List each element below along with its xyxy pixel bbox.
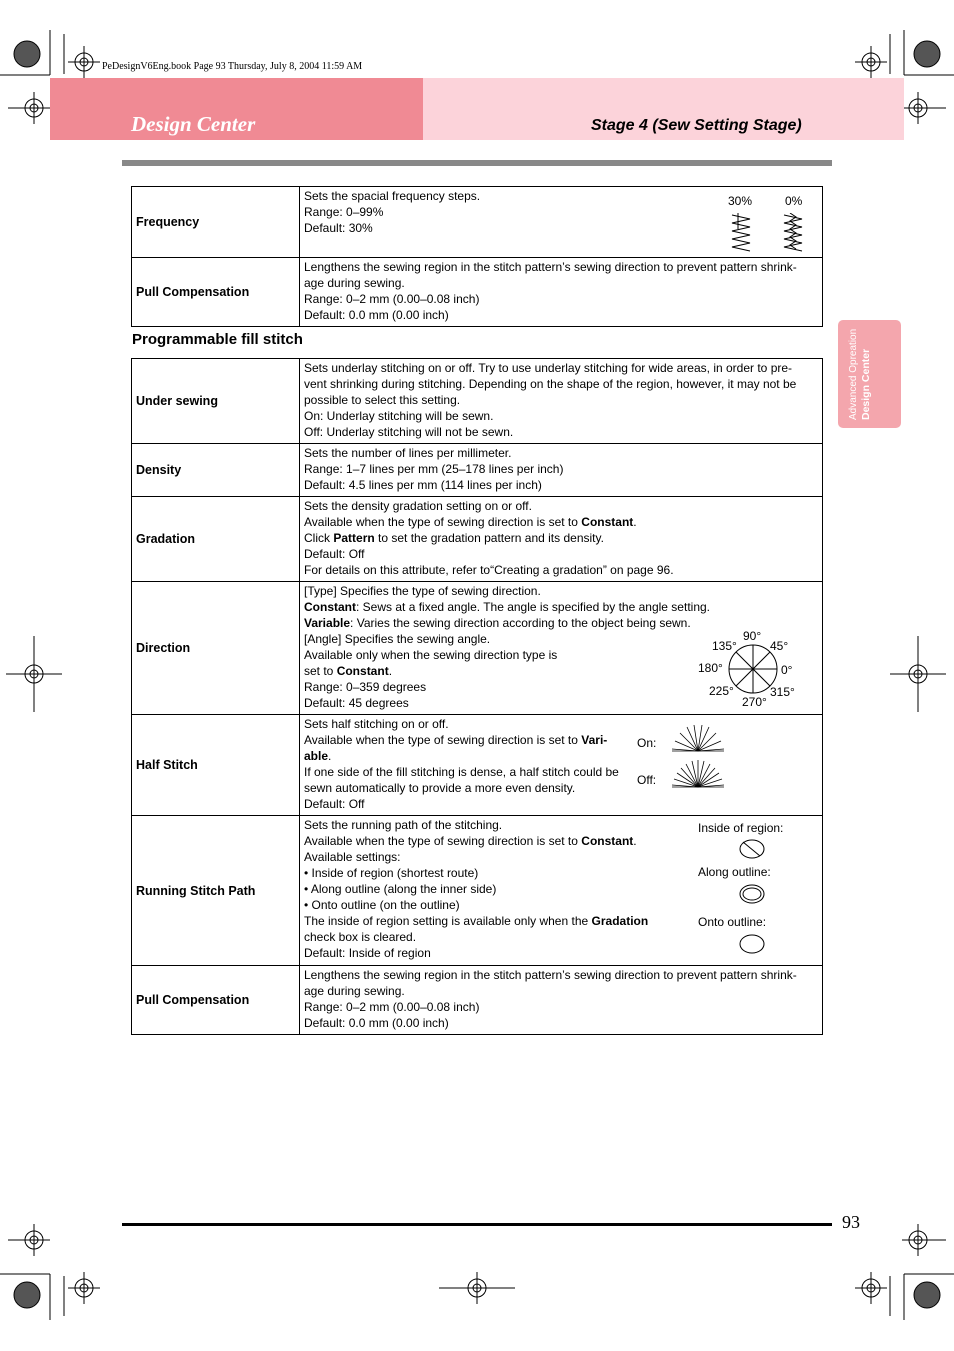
- angle-label-315: 315°: [770, 685, 795, 699]
- row-line: Range: 0–2 mm (0.00–0.08 inch): [304, 1000, 480, 1014]
- row-line: On: Underlay stitching will be sewn.: [304, 409, 494, 423]
- freq-left-label: 30%: [728, 194, 753, 208]
- text-run: .: [328, 749, 332, 763]
- row-line: [304, 615, 818, 631]
- keyword: Gradation: [591, 914, 649, 928]
- row-line: [Angle] Specifies the sewing angle.: [304, 632, 491, 646]
- angle-label-135: 135°: [712, 639, 737, 653]
- row-value: [300, 444, 823, 497]
- banner-stage: Stage 4 (Sew Setting Stage): [591, 117, 802, 134]
- row-line: Default: 30%: [304, 221, 373, 235]
- row-line: age during sewing.: [304, 276, 405, 290]
- table-row: [132, 359, 823, 444]
- row-line: Default: 0.0 mm (0.00 inch): [304, 308, 449, 322]
- keyword: Constant: [581, 834, 634, 848]
- row-line: possible to select this setting.: [304, 393, 461, 407]
- row-line: If one side of the fill stitching is dense, a half stitch could be: [304, 765, 619, 779]
- row-value: [300, 187, 823, 258]
- row-value: [300, 497, 823, 582]
- text-run: .: [633, 515, 637, 529]
- row-value: [300, 258, 823, 327]
- row-line: [304, 599, 818, 615]
- inside-region-icon: [738, 838, 766, 860]
- text-run: : Varies the sewing direction according to the object being sewn.: [350, 616, 691, 630]
- row-line: sewn automatically to provide a more even density.: [304, 781, 576, 795]
- text-run: Available when the type of sewing direction is set to: [304, 733, 582, 747]
- table-row: [132, 258, 823, 327]
- table-row: [132, 497, 823, 582]
- keyword: able: [304, 749, 329, 763]
- keyword: Constant: [336, 664, 389, 678]
- row-value: [300, 966, 823, 1035]
- angle-label-225: 225°: [709, 684, 734, 698]
- table-row: [132, 444, 823, 497]
- along-outline-icon: [738, 883, 766, 905]
- row-value: [300, 582, 823, 715]
- row-value: [300, 816, 823, 966]
- row-line: Available settings:: [304, 850, 401, 864]
- angle-label-270: 270°: [742, 695, 767, 709]
- row-line: For details on this attribute, refer to“Creating a gradation” on page 96.: [304, 563, 674, 577]
- row-line: check box is cleared.: [304, 930, 417, 944]
- text-run: Click: [304, 531, 334, 545]
- side-tab-line1: Advanced Opreation: [848, 328, 859, 420]
- table-row: [132, 715, 823, 816]
- row-line: Lengthens the sewing region in the stitch pattern’s sewing direction to prevent pattern shrink-: [304, 260, 797, 274]
- keyword: Constant: [304, 600, 356, 614]
- row-line: Sets the density gradation setting on or off.: [304, 499, 532, 513]
- half-stitch-off-figure: [670, 759, 726, 789]
- table-row: [132, 582, 823, 715]
- row-line: Range: 0–359 degrees: [304, 680, 427, 694]
- row-key: Pull Compensation: [132, 966, 300, 1035]
- settings-table-2: [131, 358, 823, 1035]
- half-stitch-off-label: Off:: [637, 773, 657, 787]
- keyword: Vari-: [581, 733, 608, 747]
- section-heading: Programmable fill stitch: [132, 331, 303, 348]
- table-row: [132, 816, 823, 966]
- text-run: The inside of region setting is available only when the: [304, 914, 592, 928]
- row-key: Running Stitch Path: [132, 816, 300, 966]
- header-rule: [122, 160, 832, 166]
- row-key: Direction: [132, 582, 300, 715]
- keyword: Variable: [304, 616, 351, 630]
- keyword: Pattern: [333, 531, 375, 545]
- row-line: Sets the running path of the stitching.: [304, 818, 503, 832]
- row-line: Range: 0–2 mm (0.00–0.08 inch): [304, 292, 480, 306]
- text-run: Available when the type of sewing direction is set to: [304, 515, 582, 529]
- row-line: Off: Underlay stitching will not be sewn.: [304, 425, 514, 439]
- row-line: Sets underlay stitching on or off. Try to use underlay stitching for wide areas, in order to pre-: [304, 361, 793, 375]
- row-key: Density: [132, 444, 300, 497]
- text-run: set to: [304, 664, 337, 678]
- text-run: : Sews at a fixed angle. The angle is specified by the angle setting.: [356, 600, 710, 614]
- side-tab-text: [848, 329, 872, 420]
- row-value: [300, 715, 823, 816]
- row-key: Under sewing: [132, 359, 300, 444]
- row-line: Lengthens the sewing region in the stitch pattern’s sewing direction to prevent pattern shrink-: [304, 968, 797, 982]
- row-line: Sets the spacial frequency steps.: [304, 189, 481, 203]
- option-onto-label: Onto outline:: [698, 915, 767, 929]
- option-along-label: Along outline:: [698, 865, 771, 879]
- angle-label-45: 45°: [770, 639, 789, 653]
- row-line: Default: Inside of region: [304, 946, 431, 960]
- settings-table-1: [131, 186, 823, 327]
- row-line: Sets the number of lines per millimeter.: [304, 446, 512, 460]
- table-row: [132, 966, 823, 1035]
- text-run: to set the gradation pattern and its density.: [374, 531, 604, 545]
- row-line: Default: 4.5 lines per mm (114 lines per inch): [304, 478, 542, 492]
- row-line: Default: 0.0 mm (0.00 inch): [304, 1016, 449, 1030]
- row-line: Default: Off: [304, 547, 365, 561]
- text-run: Available when the type of sewing direction is set to: [304, 834, 582, 848]
- row-line: [304, 748, 818, 764]
- frequency-stitch-figure: [730, 213, 830, 253]
- angle-label-180: 180°: [698, 661, 723, 675]
- text-run: .: [388, 664, 393, 678]
- text-run: .: [633, 834, 637, 848]
- option-inside-label: Inside of region:: [698, 821, 784, 835]
- row-line: vent shrinking during stitching. Depending on the shape of the region, however, it may not be: [304, 377, 797, 391]
- row-line: • Along outline (along the inner side): [304, 882, 497, 896]
- freq-right-label: 0%: [785, 194, 803, 208]
- footer-rule: [122, 1223, 832, 1226]
- row-line: [304, 732, 818, 748]
- row-line: [304, 530, 818, 546]
- row-key: Frequency: [132, 187, 300, 258]
- row-line: Range: 1–7 lines per mm (25–178 lines per inch): [304, 462, 564, 476]
- print-header: PeDesignV6Eng.book Page 93 Thursday, July 8, 2004 11:59 AM: [102, 61, 363, 72]
- row-line: age during sewing.: [304, 984, 405, 998]
- row-line: • Onto outline (on the outline): [304, 898, 460, 912]
- angle-label-0: 0°: [781, 663, 793, 677]
- row-line: • Inside of region (shortest route): [304, 866, 479, 880]
- half-stitch-on-figure: [670, 723, 726, 753]
- page-number: 93: [842, 1212, 860, 1232]
- row-key: Pull Compensation: [132, 258, 300, 327]
- row-key: Gradation: [132, 497, 300, 582]
- row-line: Default: 45 degrees: [304, 696, 409, 710]
- row-line: Default: Off: [304, 797, 365, 811]
- angle-label-90: 90°: [743, 629, 762, 643]
- banner-title: Design Center: [131, 112, 256, 136]
- table-row: [132, 187, 823, 258]
- keyword: Constant: [581, 515, 634, 529]
- row-value: [300, 359, 823, 444]
- row-line: Range: 0–99%: [304, 205, 384, 219]
- side-tab-line2: Design Center: [860, 348, 872, 420]
- half-stitch-on-label: On:: [637, 736, 657, 750]
- row-line: Available only when the sewing direction type is: [304, 648, 558, 662]
- row-key: Half Stitch: [132, 715, 300, 816]
- row-line: Sets half stitching on or off.: [304, 717, 449, 731]
- onto-outline-icon: [738, 933, 766, 955]
- row-line: [Type] Specifies the type of sewing direction.: [304, 584, 541, 598]
- row-line: [304, 514, 818, 530]
